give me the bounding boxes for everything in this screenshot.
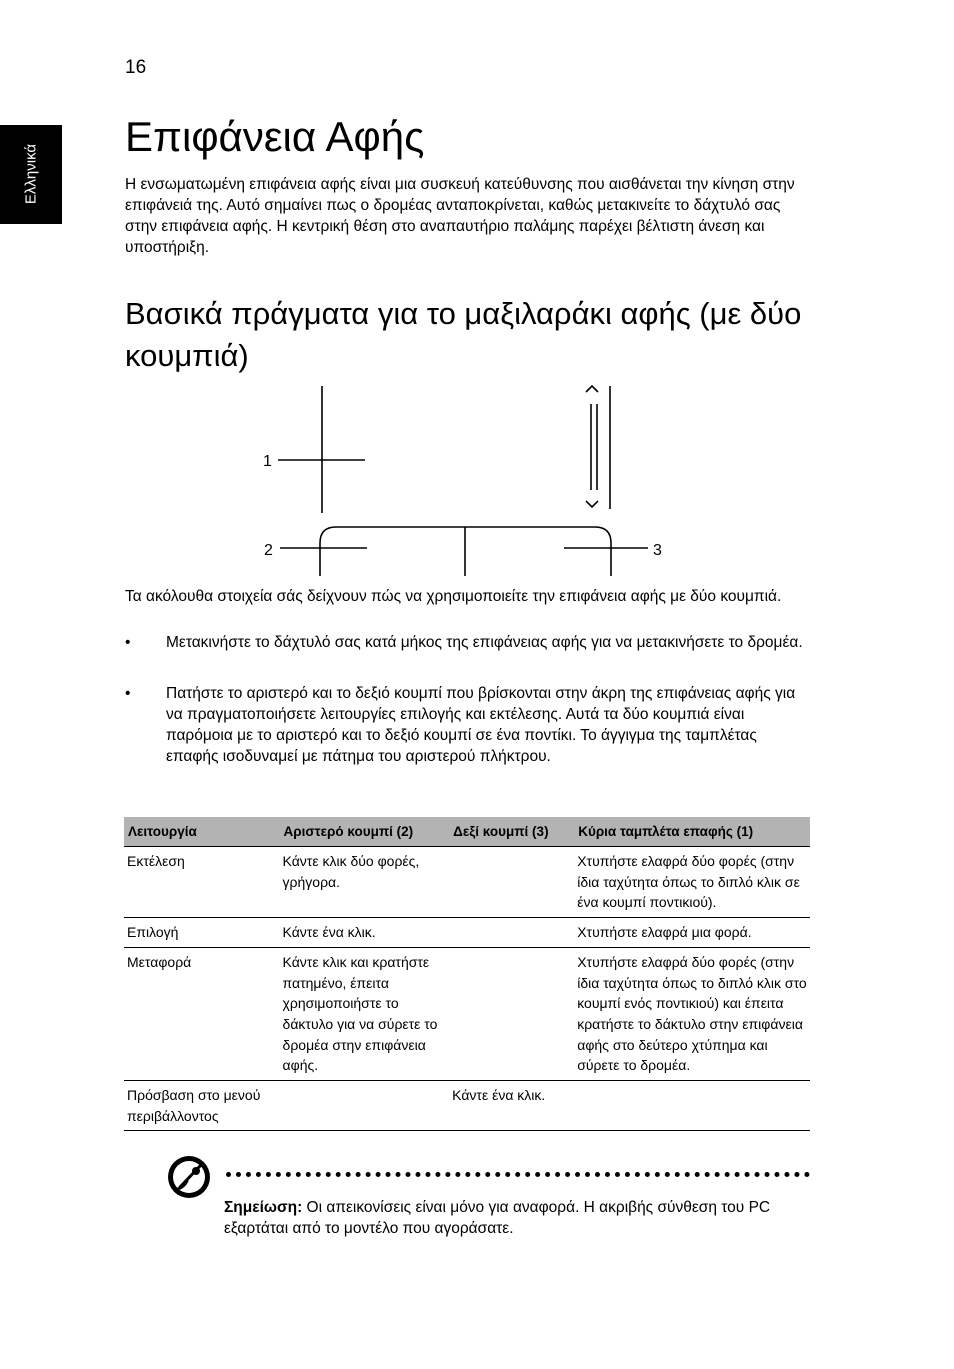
language-tab xyxy=(0,125,62,224)
note-body: Οι απεικονίσεις είναι μόνο για αναφορά. Η ακριβής σύνθεση του PC εξαρτάται από το μοντέλο που αγοράσατε. xyxy=(224,1199,771,1237)
table-cell: Χτυπήστε ελαφρά δύο φορές (στην ίδια ταχύτητα όπως το διπλό κλικ σε ένα κουμπί ποντικιού). xyxy=(574,847,810,918)
list-item-text: Πατήστε το αριστερό και το δεξιό κουμπί που βρίσκονται στην άκρη της επιφάνειας αφής για να πραγματοποιήσετε λειτουργίες επιλογής και εκτέλεσης. Αυτά τα δύο κουμπιά είναι παρόμοια με το αριστερό και το δεξιό κουμπί σε ένα ποντίκι. Το άγγιγμα της ταμπλέτας επαφής ισοδυναμεί με πάτημα του αριστερού πλήκτρου. xyxy=(166,685,796,765)
table-header-row xyxy=(124,817,810,847)
table-cell: Χτυπήστε ελαφρά μια φορά. xyxy=(574,918,810,948)
table-cell xyxy=(574,1081,810,1131)
table-row xyxy=(124,918,810,948)
table-cell xyxy=(280,1081,450,1131)
list-item xyxy=(125,632,815,676)
column-header: Δεξί κουμπί (3) xyxy=(449,817,574,847)
table-cell xyxy=(449,947,574,1080)
steps-intro: Τα ακόλουθα στοιχεία σάς δείχνουν πώς να χρησιμοποιείτε την επιφάνεια αφής με δύο κουμπιά. xyxy=(125,588,782,605)
callout-label-3: 3 xyxy=(653,542,662,559)
callout-label-1: 1 xyxy=(263,453,272,470)
table-cell: Κάντε ένα κλικ. xyxy=(449,1081,574,1131)
table-row xyxy=(124,847,810,918)
table-cell xyxy=(449,847,574,918)
table-cell xyxy=(449,918,574,948)
bullet-symbol: • xyxy=(125,685,131,702)
callout-label-2: 2 xyxy=(264,542,273,559)
scroll-down-icon xyxy=(586,501,598,507)
language-tab-label: Ελληνικά xyxy=(22,143,40,205)
touchpad-diagram xyxy=(250,378,662,583)
bullet-symbol: • xyxy=(125,634,131,651)
table-cell: Κάντε κλικ και κρατήστε πατημένο, έπειτα χρησιμοποιήστε το δάκτυλο για να σύρετε το δρομέα στην επιφάνεια αφής. xyxy=(280,947,450,1080)
scroll-up-icon xyxy=(586,386,598,392)
column-header: Αριστερό κουμπί (2) xyxy=(280,817,450,847)
table-row xyxy=(124,1081,810,1131)
note-pen-icon xyxy=(166,1154,214,1202)
table-cell: Επιλογή xyxy=(124,918,280,948)
table-cell: Εκτέλεση xyxy=(124,847,280,918)
note-divider xyxy=(226,1172,810,1177)
page-number: 16 xyxy=(125,57,147,78)
table-cell: Κάντε ένα κλικ. xyxy=(280,918,450,948)
function-table xyxy=(124,817,810,1131)
note-text xyxy=(224,1197,784,1239)
list-item-text: Μετακινήστε το δάχτυλό σας κατά μήκος της επιφάνειας αφής για να μετακινήσετε το δρομέα. xyxy=(166,634,803,651)
page-title: Επιφάνεια Αφής xyxy=(125,113,425,160)
list-item xyxy=(125,683,815,789)
table-row xyxy=(124,947,810,1080)
column-header: Κύρια ταμπλέτα επαφής (1) xyxy=(574,817,810,847)
table-cell: Κάντε κλικ δύο φορές, γρήγορα. xyxy=(280,847,450,918)
note-label: Σημείωση: xyxy=(224,1199,303,1216)
section-heading: Βασικά πράγματα για το μαξιλαράκι αφής (με δύο κουμπιά) xyxy=(125,296,802,373)
column-header: Λειτουργία xyxy=(124,817,280,847)
table-cell: Μεταφορά xyxy=(124,947,280,1080)
table-cell: Χτυπήστε ελαφρά δύο φορές (στην ίδια ταχύτητα όπως το διπλό κλικ στο κουμπί ενός ποντικιού) και έπειτα κρατήστε το δάκτυλο στην επιφάνεια αφής στο δεύτερο χτύπημα και σύρετε το δρομέα. xyxy=(574,947,810,1080)
table-cell: Πρόσβαση στο μενού περιβάλλοντος xyxy=(124,1081,280,1131)
intro-paragraph: Η ενσωματωμένη επιφάνεια αφής είναι μια συσκευή κατεύθυνσης που αισθάνεται την κίνηση στην επιφάνειά της. Αυτό σημαίνει πως ο δρομέας ανταποκρίνεται, καθώς μετακινείτε το δάχτυλό σας στην επιφάνεια αφής. Η κεντρική θέση στο αναπαυτήριο παλάμης παρέχει βέλτιστη άνεση και υποστήριξη. xyxy=(125,176,795,256)
